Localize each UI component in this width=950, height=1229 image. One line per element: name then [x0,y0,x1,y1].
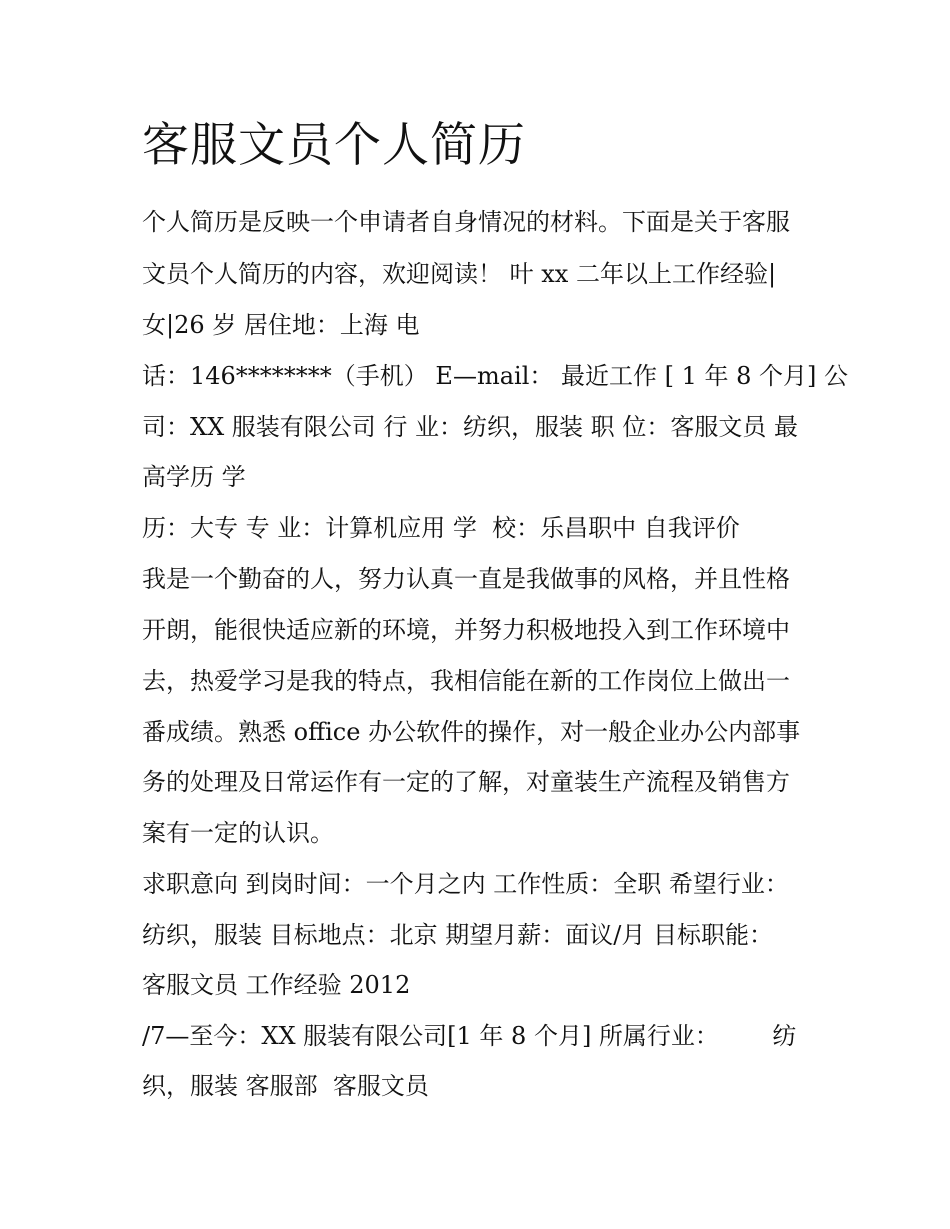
body-line: 话：146********（手机） E—mail： 最近工作 [ 1 年 8 个月] 公 [142,362,849,390]
body-line: 文员个人简历的内容，欢迎阅读！ 叶 xx 二年以上工作经验| [142,260,777,288]
body-line: 客服文员 工作经验 2012 [142,971,411,999]
body-line: 开朗，能很快适应新的环境，并努力积极地投入到工作环境中 [142,616,790,644]
body-line: 去，热爱学习是我的特点，我相信能在新的工作岗位上做出一 [142,667,790,695]
body-line: 务的处理及日常运作有一定的了解，对童装生产流程及销售方 [142,768,790,796]
body-line: 番成绩。熟悉 office 办公软件的操作，对一般企业办公内部事 [142,718,801,746]
body-line: 我是一个勤奋的人，努力认真一直是我做事的风格，并且性格 [142,565,790,593]
body-line: /7—至今：XX 服装有限公司[1 年 8 个月] 所属行业： 纺 [142,1022,797,1050]
body-line: 案有一定的认识。 [142,819,334,847]
body-line: 司：XX 服装有限公司 行 业：纺织，服装 职 位：客服文员 最 [142,413,798,441]
body-line: 求职意向 到岗时间：一个月之内 工作性质：全职 希望行业： [142,870,789,898]
body-line: 女|26 岁 居住地：上海 电 [142,311,420,339]
page-title: 客服文员个人简历 [142,118,526,173]
body-line: 历：大专 专 业：计算机应用 学 校：乐昌职中 自我评价 [142,514,740,542]
body-line: 个人简历是反映一个申请者自身情况的材料。下面是关于客服 [142,208,790,236]
body-line: 织，服装 客服部 客服文员 [142,1072,429,1100]
body-line: 纺织，服装 目标地点：北京 期望月薪：面议/月 目标职能： [142,921,773,949]
body-line: 高学历 学 [142,463,246,491]
